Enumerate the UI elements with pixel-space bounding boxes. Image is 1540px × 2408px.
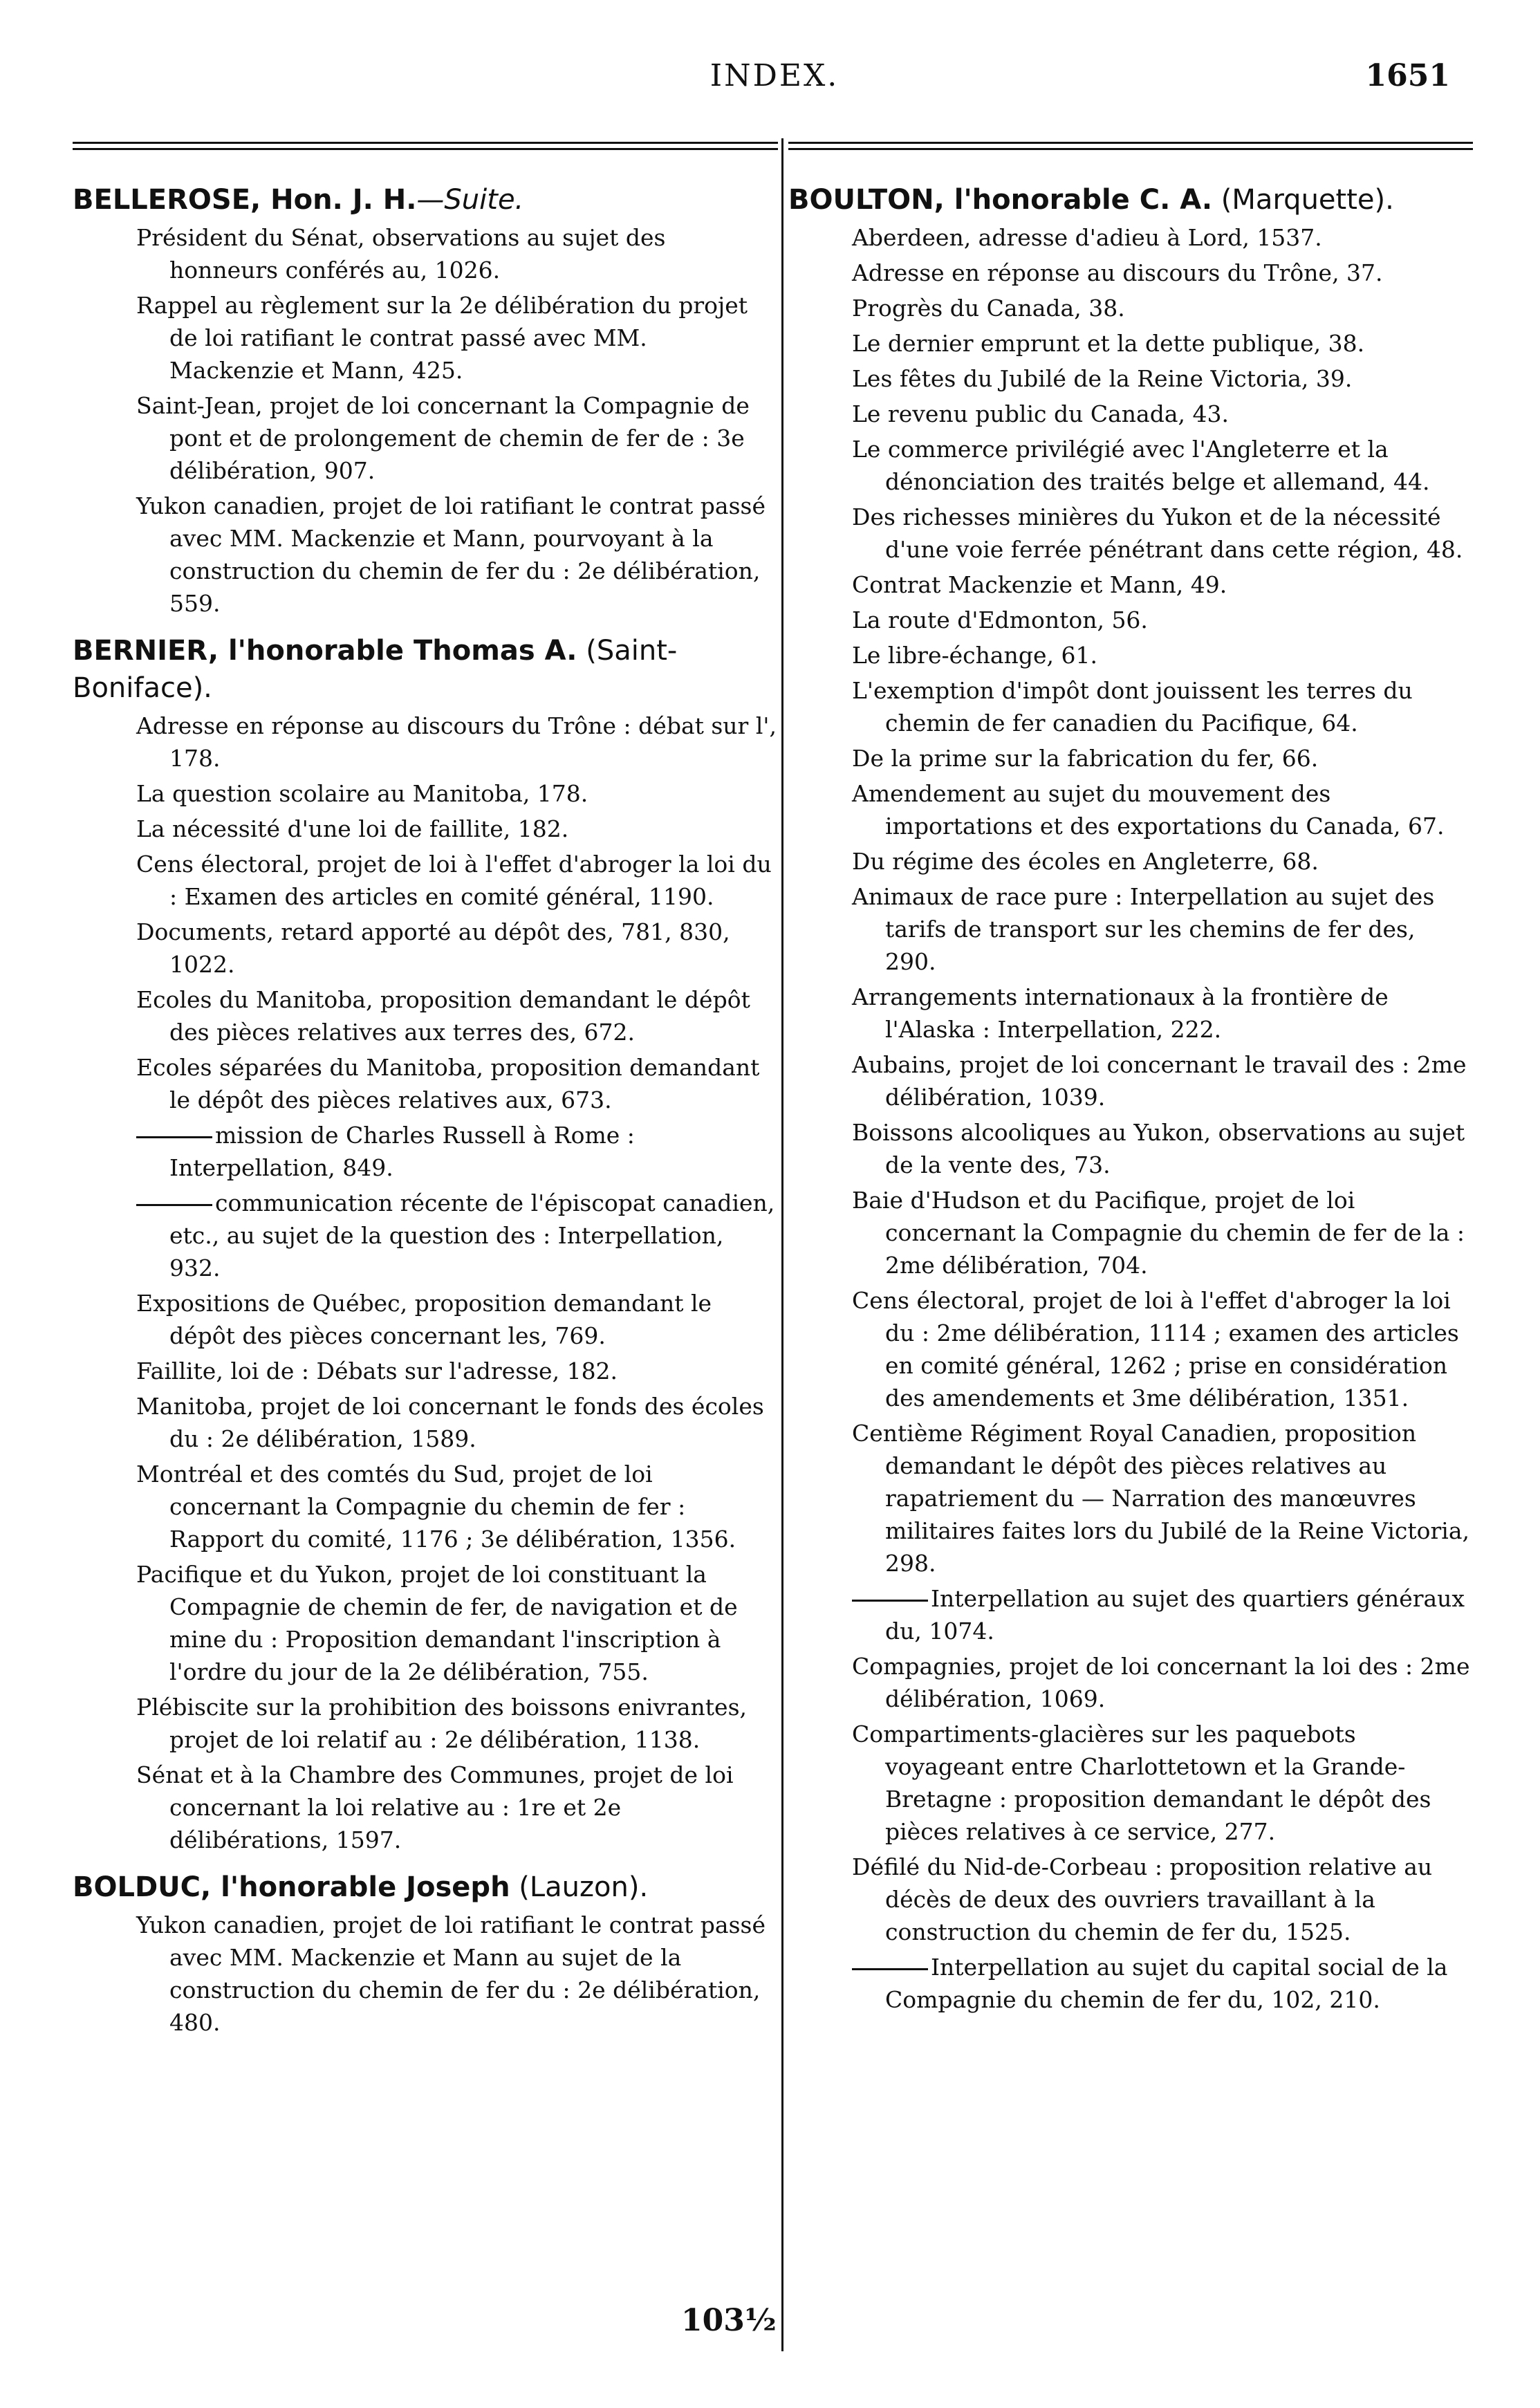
index-subentry: Boissons alcooliques au Yukon, observations au sujet de la vente des, 73. (852, 1119, 1465, 1178)
index-subentry: Ecoles séparées du Manitoba, proposition demandant le dépôt des pièces relatives aux, 673. (136, 1054, 760, 1113)
index-subentry: Contrat Mackenzie et Mann, 49. (852, 571, 1227, 598)
page-number: 1651 (1365, 58, 1450, 93)
column-divider (781, 138, 783, 2351)
left-column (73, 181, 778, 2051)
index-entry (73, 632, 778, 1856)
entry-name: BELLEROSE, Hon. J. H. (73, 184, 417, 216)
index-subentry: Président du Sénat, observations au sujet des honneurs conférés au, 1026. (136, 224, 666, 284)
index-subentry: communication récente de l'épiscopat canadien, etc., au sujet de la question des : Interpellation, 932. (73, 1187, 778, 1284)
index-subentry: Du régime des écoles en Angleterre, 68. (852, 848, 1319, 875)
index-subentry: Yukon canadien, projet de loi ratifiant le contrat passé avec MM. Mackenzie et Mann, pourvoyant à la construction du chemin de fer du : 2e délibération, 559. (136, 492, 766, 617)
header-rule-right (788, 142, 1473, 153)
index-subentry: Le commerce privilégié avec l'Angleterre et la dénonciation des traités belge et allemand, 44. (852, 436, 1430, 495)
index-subentry: Manitoba, projet de loi concernant le fonds des écoles du : 2e délibération, 1589. (136, 1393, 764, 1452)
index-subentry: Centième Régiment Royal Canadien, proposition demandant le dépôt des pièces relatives au rapatriement du — Narration des manœuvres militaires faites lors du Jubilé de la Reine Victoria, 298. (852, 1420, 1470, 1577)
index-entry (73, 181, 778, 620)
right-column (788, 181, 1473, 2028)
index-subentry: Expositions de Québec, proposition demandant le dépôt des pièces concernant les, 769. (136, 1290, 712, 1349)
index-subentry: Sénat et à la Chambre des Communes, projet de loi concernant la loi relative au : 1re et 2e délibérations, 1597. (136, 1761, 734, 1853)
index-subentry: Saint-Jean, projet de loi concernant la Compagnie de pont et de prolongement de chemin de fer de : 3e délibération, 907. (136, 392, 750, 484)
index-subentry: Interpellation au sujet des quartiers généraux du, 1074. (788, 1582, 1473, 1647)
index-subentry: Adresse en réponse au discours du Trône, 37. (852, 259, 1383, 286)
entry-heading (73, 632, 778, 707)
entry-heading (73, 181, 778, 219)
entry-name: BOULTON, l'honorable C. A. (788, 184, 1213, 216)
index-entry (73, 1869, 778, 2039)
index-subentry: Le dernier emprunt et la dette publique, 38. (852, 330, 1365, 357)
header-rule-left (73, 142, 778, 153)
index-subentry: L'exemption d'impôt dont jouissent les terres du chemin de fer canadien du Pacifique, 64. (852, 677, 1413, 737)
entry-suffix: (Marquette). (1212, 184, 1394, 216)
index-subentry: Compartiments-glacières sur les paquebots voyageant entre Charlottetown et la Grande-Bretagne : proposition demandant le dépôt des pièces relatives à ce service, 277. (852, 1721, 1431, 1845)
index-subentry: Yukon canadien, projet de loi ratifiant le contrat passé avec MM. Mackenzie et Mann au sujet de la construction du chemin de fer du : 2e délibération, 480. (136, 1911, 766, 2036)
page-header (0, 43, 1540, 119)
index-subentry: Montréal et des comtés du Sud, projet de loi concernant la Compagnie du chemin de fer : Rapport du comité, 1176 ; 3e délibération, 1356. (136, 1461, 736, 1553)
index-subentry: Cens électoral, projet de loi à l'effet d'abroger la loi du : 2me délibération, 1114 ; examen des articles en comité général, 1262 ; prise en considération des amendements et 3me délibération, 1351. (852, 1287, 1459, 1411)
entry-suffix: (Saint-Boniface). (73, 635, 678, 704)
index-subentry: Plébiscite sur la prohibition des boissons enivrantes, projet de loi relatif au : 2e délibération, 1138. (136, 1694, 748, 1753)
entry-name: BOLDUC, l'honorable Joseph (73, 1871, 510, 1903)
index-subentry: Des richesses minières du Yukon et de la nécessité d'une voie ferrée pénétrant dans cette région, 48. (852, 503, 1463, 563)
index-subentry: Le libre-échange, 61. (852, 642, 1097, 669)
index-subentry: Amendement au sujet du mouvement des importations et des exportations du Canada, 67. (852, 780, 1445, 840)
index-subentry: La nécessité d'une loi de faillite, 182. (136, 815, 569, 842)
index-subentry: Cens électoral, projet de loi à l'effet d'abroger la loi du : Examen des articles en comité général, 1190. (136, 851, 772, 910)
entry-name: BERNIER, l'honorable Thomas A. (73, 635, 577, 667)
index-subentry: mission de Charles Russell à Rome : Interpellation, 849. (73, 1119, 778, 1184)
folio-signature: 103½ (681, 2303, 777, 2338)
index-subentry: De la prime sur la fabrication du fer, 66. (852, 745, 1319, 772)
index-subentry: Défilé du Nid-de-Corbeau : proposition relative au décès de deux des ouvriers travaillant à la construction du chemin de fer du, 1525. (852, 1853, 1433, 1945)
entry-suffix: —Suite. (416, 184, 524, 216)
index-subentry: Compagnies, projet de loi concernant la loi des : 2me délibération, 1069. (852, 1653, 1470, 1712)
page-title: INDEX. (709, 58, 839, 93)
index-subentry: Aubains, projet de loi concernant le travail des : 2me délibération, 1039. (852, 1051, 1467, 1111)
index-subentry: Interpellation au sujet du capital social de la Compagnie du chemin de fer du, 102, 210. (788, 1951, 1473, 2016)
index-subentry: Documents, retard apporté au dépôt des, 781, 830, 1022. (136, 918, 730, 978)
index-subentry: Faillite, loi de : Débats sur l'adresse, 182. (136, 1358, 618, 1384)
index-subentry: Adresse en réponse au discours du Trône : débat sur l', 178. (136, 712, 777, 772)
index-subentry: La question scolaire au Manitoba, 178. (136, 780, 588, 807)
index-entry (788, 181, 1473, 2016)
index-subentry: Pacifique et du Yukon, projet de loi constituant la Compagnie de chemin de fer, de navigation et de mine du : Proposition demandant l'inscription à l'ordre du jour de la 2e délibération, 755. (136, 1561, 738, 1685)
index-subentry: Les fêtes du Jubilé de la Reine Victoria, 39. (852, 365, 1353, 392)
index-subentry: Progrès du Canada, 38. (852, 295, 1125, 322)
entry-heading (73, 1869, 778, 1906)
entry-suffix: (Lauzon). (510, 1871, 649, 1903)
index-subentry: Ecoles du Manitoba, proposition demandant le dépôt des pièces relatives aux terres des, 672. (136, 986, 750, 1046)
entry-heading (788, 181, 1473, 219)
index-subentry: Aberdeen, adresse d'adieu à Lord, 1537. (852, 224, 1322, 251)
index-subentry: Baie d'Hudson et du Pacifique, projet de loi concernant la Compagnie du chemin de fer de la : 2me délibération, 704. (852, 1187, 1465, 1279)
index-subentry: Le revenu public du Canada, 43. (852, 400, 1229, 427)
index-subentry: Arrangements internationaux à la frontière de l'Alaska : Interpellation, 222. (852, 983, 1389, 1043)
index-subentry: Animaux de race pure : Interpellation au sujet des tarifs de transport sur les chemins de fer des, 290. (852, 883, 1435, 975)
index-subentry: Rappel au règlement sur la 2e délibération du projet de loi ratifiant le contrat passé avec MM. Mackenzie et Mann, 425. (136, 292, 748, 384)
index-subentry: La route d'Edmonton, 56. (852, 606, 1148, 633)
